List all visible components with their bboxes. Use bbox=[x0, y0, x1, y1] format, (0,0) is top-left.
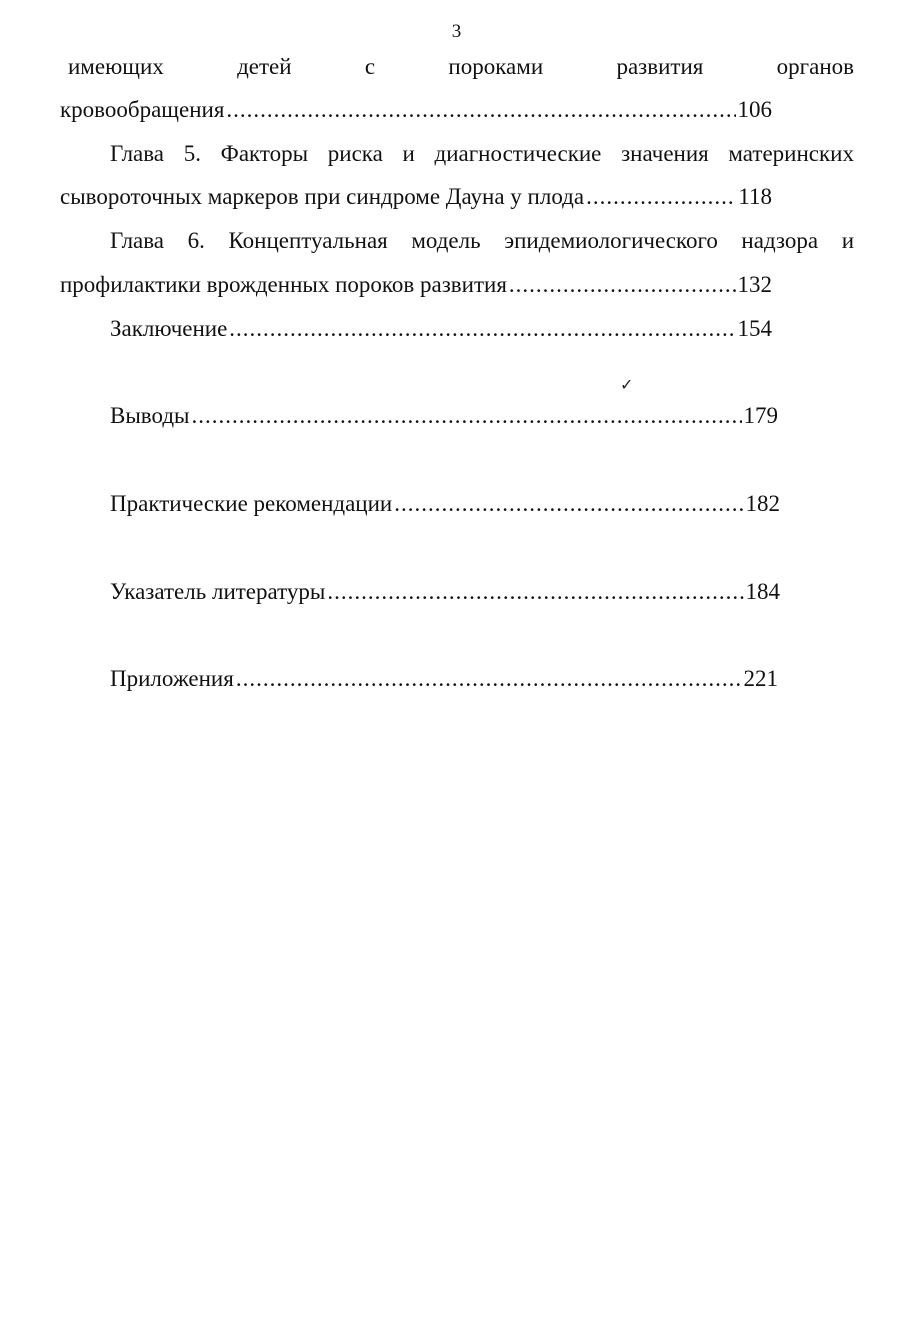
toc-entry-title: сывороточных маркеров при синдроме Дауна у плода bbox=[60, 184, 585, 209]
toc-entry-title: Практические рекомендации bbox=[110, 491, 393, 516]
toc-entry-page: 221 bbox=[743, 666, 778, 691]
word: детей bbox=[237, 54, 292, 79]
toc-chapter-6-line-1 bbox=[110, 225, 854, 257]
toc-chapter-5-line-2 bbox=[60, 181, 772, 213]
toc-leader-dots bbox=[226, 94, 735, 126]
toc-leader-dots bbox=[586, 181, 736, 213]
toc-chapter-6-line-2 bbox=[60, 269, 772, 301]
toc-leader-dots bbox=[394, 488, 743, 520]
toc-entry-page: 182 bbox=[745, 491, 780, 516]
toc-entry-page: 106 bbox=[737, 97, 772, 122]
page-number: 3 bbox=[451, 21, 462, 42]
toc-entry-title: Заключение bbox=[110, 316, 228, 341]
word: развития bbox=[616, 54, 704, 79]
toc-entry-findings bbox=[110, 400, 778, 432]
toc-entry-title: Приложения bbox=[110, 666, 234, 691]
toc-entry-page: 184 bbox=[745, 579, 780, 604]
toc-continuation-line-2 bbox=[60, 94, 772, 126]
toc-entry-title: Выводы bbox=[110, 403, 190, 428]
toc-entry-recommendations bbox=[110, 488, 780, 520]
toc-leader-dots bbox=[509, 269, 736, 301]
word: с bbox=[364, 54, 376, 79]
toc-entry-title: Указатель литературы bbox=[110, 579, 326, 604]
word: пороками bbox=[448, 54, 544, 79]
toc-chapter-5-line-1 bbox=[110, 138, 854, 170]
toc-entry-page: 179 bbox=[743, 403, 778, 428]
toc-leader-dots bbox=[327, 576, 743, 608]
word: имеющих bbox=[68, 54, 164, 79]
toc-entry-bibliography bbox=[110, 576, 780, 608]
toc-leader-dots bbox=[236, 663, 742, 695]
toc-entry-page: 118 bbox=[738, 184, 772, 209]
toc-entry-title: кровообращения bbox=[60, 97, 225, 122]
toc-entry-page: 154 bbox=[737, 316, 772, 341]
toc-entry-title: профилактики врожденных пороков развития bbox=[60, 272, 507, 297]
toc-entry-page: 132 bbox=[737, 272, 772, 297]
toc-entry-appendices bbox=[110, 663, 778, 695]
word: органов bbox=[776, 54, 854, 79]
toc-leader-dots bbox=[229, 313, 735, 345]
toc-entry-title: Глава 6. Концептуальная модель эпидемиологического надзора и bbox=[110, 228, 854, 253]
checkmark-icon: ✓ bbox=[620, 377, 634, 394]
toc-entry-title: Глава 5. Факторы риска и диагностические значения материнских bbox=[110, 141, 854, 166]
toc-leader-dots bbox=[192, 400, 742, 432]
toc-entry-conclusion bbox=[110, 313, 772, 345]
toc-continuation-line-1 bbox=[68, 51, 854, 83]
